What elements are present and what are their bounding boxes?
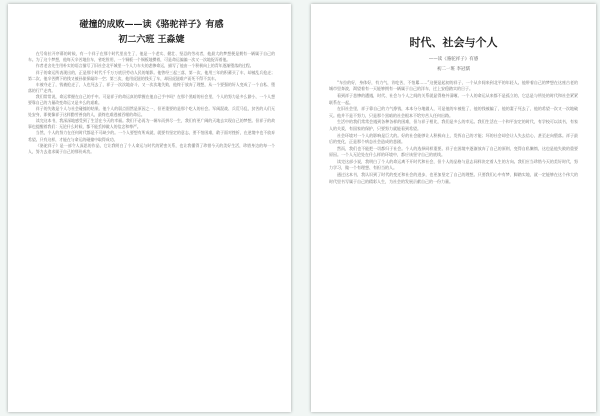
paragraph: 当然，个人的努力在任何时代都是不可缺少的。一个人要想有所成就，就要有坚定的意志，要不怕困难，敢于面对挫折，在逆境中也不放弃希望。只有这样，才能在与命运的碰撞中取得成功。: [28, 130, 275, 142]
left-page-title: 碰撞的成败——读《骆驼祥子》有感: [79, 20, 224, 30]
right-page-title: 时代、社会与个人: [409, 36, 498, 49]
paragraph: 读完这部小说，我明白了个人的命运离不开时代和社会，但个人的品格与意志同样决定着人生的方向。我们应当珍惜今天的美好时代，努力学习，做一个有理想、有担当的人。: [329, 158, 578, 171]
paragraph: 读完这本书，我深深地感受到了生活在今天的幸福。我们不必再为一辆车而拼尽一生，我们有更广阔的天地去实现自己的梦想。但祥子的故事也提醒着我们：无论什么时候，都不能丢掉做人的信念和尊严。: [28, 118, 275, 130]
paragraph: 《骆驼祥子》是一部令人深思的作品，它让我明白了个人命运与时代的紧密关系，也让我懂得了珍惜今天的美好生活，珍惜身边的每一个人，努力去追求属于自己的那份成功。: [28, 142, 275, 154]
right-page-subtitle: ——读《骆驼祥子》有感: [428, 56, 479, 62]
paragraph: “车拉的好，身体好，有力气，肯吃苦，不怕累……”这便是起初的祥子，一个从乡间来到北平的年轻人。他带着自己的梦想在这座古老的城市里奔波，渴望着有一天能够拥有一辆属于自己的洋车，过上安稳踏实的日子。: [329, 79, 578, 92]
paragraph: 通过这本书，我认识到了时代的变迁和社会的进步，也更加坚定了自己的理想。只要我们心中有梦，脚踏实地，就一定能够在这个伟大的时代里书写属于自己的精彩人生，为社会的发展贡献自己的一份力量。: [329, 172, 578, 184]
left-page-byline: 初二六班 王淼婕: [118, 35, 185, 46]
paragraph: 看到祥子悲惨的遭遇，时代、社会与个人之间的关系就显得格外清晰。一个人的命运从来都不是孤立的，它总是与所处的时代和社会紧紧联系在一起。: [329, 92, 578, 105]
paragraph: 在旧社会里，祥子靠自己的力气挣钱，本本分分地做人，可是他的车被抢了，他的钱被骗了，他的妻子死去了，他的希望一次又一次地破灭。他并不是不努力，只是那个黑暗的社会根本不给穷苦人任何出路。: [329, 106, 578, 118]
paragraph: 在号角拉开序幕的时候，有一个祥子在那个时代里出生了，他是一个老实、健壮、坚忍的劳动者，他最大的梦想便是拥有一辆属于自己的车。为了这个梦想，他每天辛苦地拉车，省吃俭用，一个铜板一个铜板地攒着，可是命运偏偏一次又一次地捉弄着他。: [28, 51, 275, 63]
paragraph: 车被夺走了，钱被抢走了，人也死去了，祥子一次次地奋斗，又一次次地失败，他终于放弃了理想，从一个要强的好人变成了一个自私、堕落的行尸走肉。: [28, 81, 275, 93]
right-page-byline: 初二一班 李冠儒: [437, 66, 470, 72]
paragraph: 祥子的失败是个人与社会碰撞的结果。他个人的弱点固然是原因之一，但更重要的是那个吃人的社会。军阀混战、兵荒马乱，贫苦的人们无处安身，即使像祥子这样勤劳善良的人，最终也难逃被吞噬的命运。: [28, 106, 275, 118]
paragraph: 生活中的我们常常会遇到各种各样的困难，但与祥子相比，我们是多么的幸运。我们生活在一个和平安定的时代，有学校可以读书，有家人的关爱，有国家的保护，只要努力就能看到希望。: [329, 119, 578, 131]
paragraph: 我们常常说，命运掌握在自己的手中。可是祥子的命运真的掌握在他自己手中吗？在那个黑暗的社会里，个人的努力是多么渺小，一个人想要靠自己的力量改变命运又是多么的艰难。: [28, 93, 275, 105]
paragraph: 然而，我们也不能把一切都归于社会。个人的选择同样重要。祥子在困境中逐渐放弃了自己的原则，变得自私懒惰，这也是他失败的重要原因。一个人无论处在什么样的环境中，都应该坚守自己的底线。: [329, 145, 578, 158]
left-page-body: [28, 51, 275, 155]
right-page: [311, 4, 596, 412]
paragraph: 祥子的命运所表现出的，正是那个时代千千万万底层劳动人民的缩影。他曾经三起三落，第一次，他用三年的积蓄买了车，却被乱兵抢走；第二次，他辛苦攒下的钱又被孙侦探敲诈一空；第三次，他用虎妞的钱买了车，却因虎妞难产而死不得不卖车。: [28, 69, 275, 81]
left-page: [8, 4, 291, 412]
paragraph: 作者老舍先生用朴实的语言描写了旧社会北平城里一个人力车夫的悲惨命运，描写了他由一个积极向上的青年逐渐堕落的过程。: [35, 63, 254, 69]
right-page-body: [329, 80, 578, 186]
paragraph: 社会环境对一个人的影响是巨大的。好的社会能够让人积极向上，发挥自己的才能；坏的社会却会让人失去信心，甚至走向堕落。祥子最后的变化，正是那个病态社会造成的悲剧。: [329, 132, 578, 145]
